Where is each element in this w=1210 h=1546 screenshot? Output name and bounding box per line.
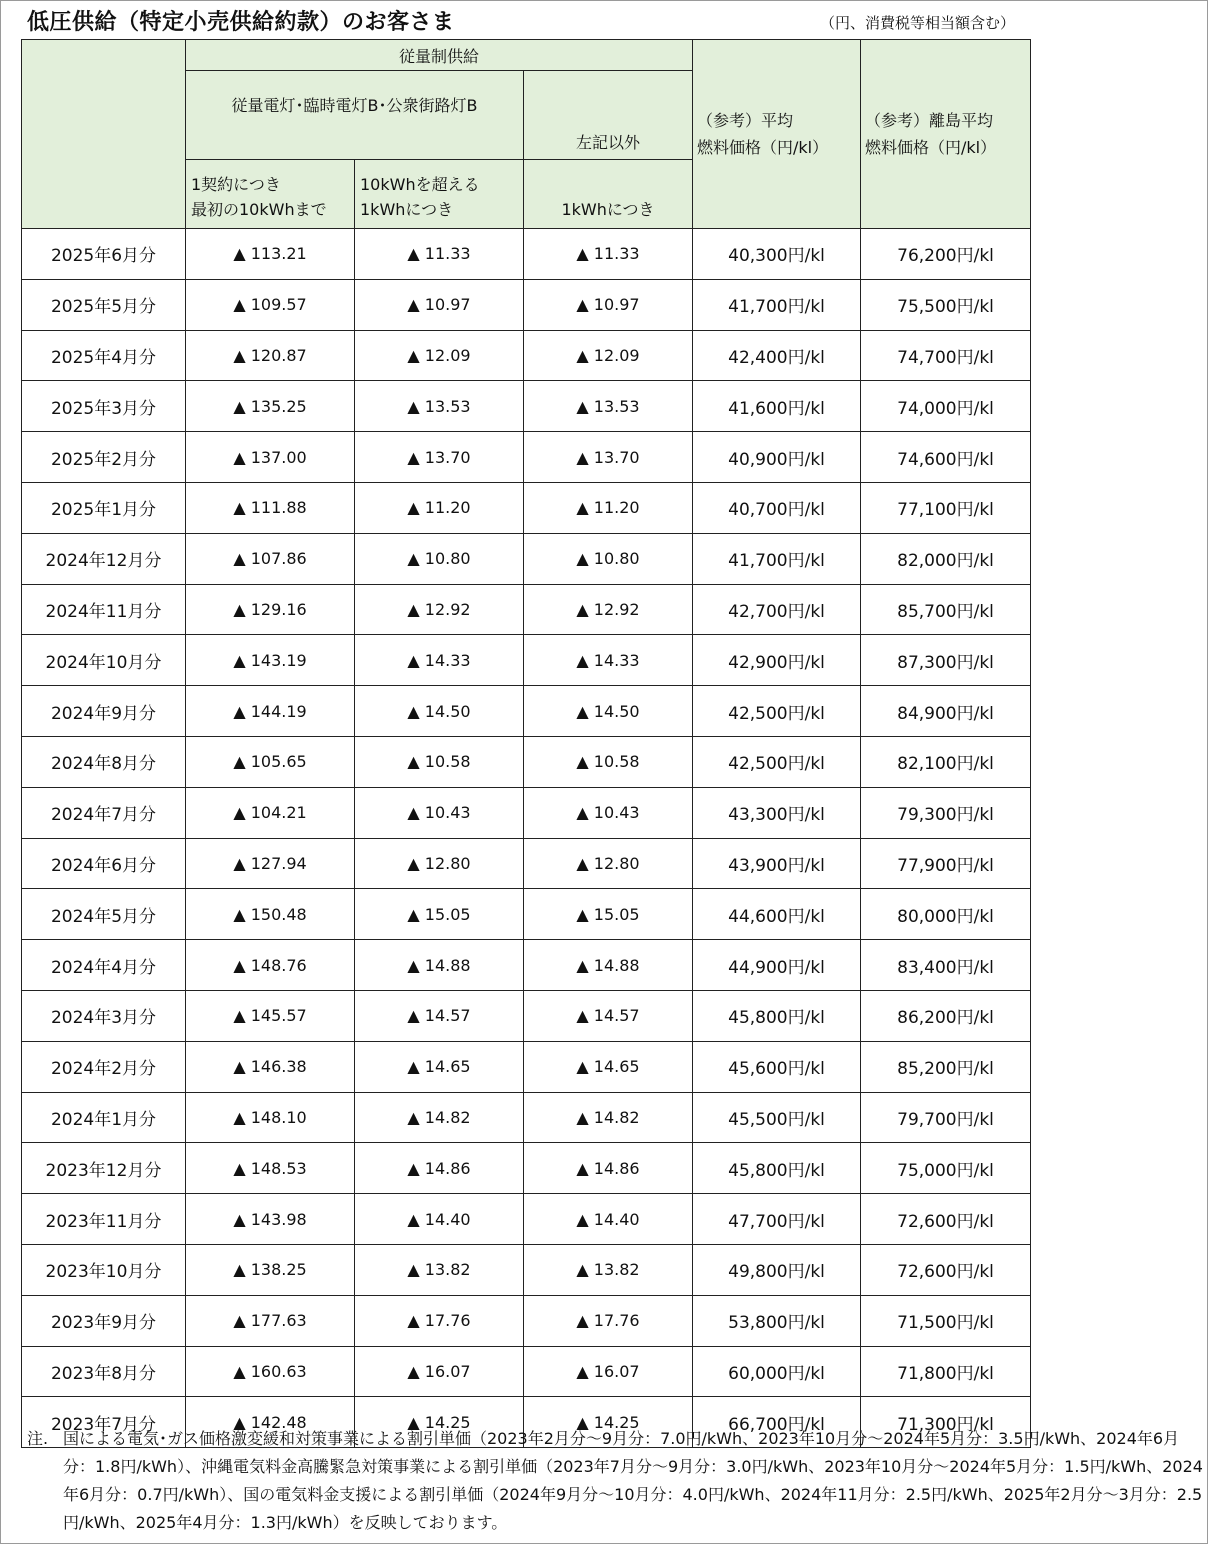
month-cell: 2024年6月分 — [22, 838, 186, 889]
table-row — [22, 482, 1031, 533]
other-per-kwh-cell: ▲ 14.33 — [524, 635, 693, 686]
other-per-kwh-cell: ▲ 12.80 — [524, 838, 693, 889]
month-cell: 2024年10月分 — [22, 635, 186, 686]
island-fuel-cell: 82,100円/kl — [861, 736, 1031, 787]
other-per-kwh-cell: ▲ 13.53 — [524, 381, 693, 432]
other-per-kwh-cell: ▲ 10.58 — [524, 736, 693, 787]
table-row — [22, 1092, 1031, 1143]
avg-fuel-cell: 41,700円/kl — [693, 279, 861, 330]
over-10kwh-cell: ▲ 14.57 — [355, 990, 524, 1041]
first-10kwh-cell: ▲ 145.57 — [186, 990, 355, 1041]
month-cell: 2025年2月分 — [22, 432, 186, 483]
header-month-corner — [22, 40, 186, 229]
first-10kwh-cell: ▲ 142.48 — [186, 1397, 355, 1448]
island-fuel-cell: 76,200円/kl — [861, 229, 1031, 280]
first-10kwh-cell: ▲ 135.25 — [186, 381, 355, 432]
header-first-10kwh: 1契約につき 最初の10kWhまで — [186, 160, 355, 229]
header-group-lighting: 従量電灯･臨時電灯B･公衆街路灯B — [186, 71, 524, 160]
month-cell: 2025年5月分 — [22, 279, 186, 330]
month-cell: 2023年10月分 — [22, 1244, 186, 1295]
month-cell: 2024年11月分 — [22, 584, 186, 635]
month-cell: 2024年9月分 — [22, 686, 186, 737]
month-cell: 2024年12月分 — [22, 533, 186, 584]
other-per-kwh-cell: ▲ 12.09 — [524, 330, 693, 381]
first-10kwh-cell: ▲ 143.98 — [186, 1194, 355, 1245]
first-10kwh-cell: ▲ 146.38 — [186, 1041, 355, 1092]
avg-fuel-cell: 42,700円/kl — [693, 584, 861, 635]
avg-fuel-cell: 42,400円/kl — [693, 330, 861, 381]
avg-fuel-cell: 44,600円/kl — [693, 889, 861, 940]
avg-fuel-cell: 40,300円/kl — [693, 229, 861, 280]
other-per-kwh-cell: ▲ 11.33 — [524, 229, 693, 280]
avg-fuel-cell: 42,500円/kl — [693, 736, 861, 787]
other-per-kwh-cell: ▲ 17.76 — [524, 1295, 693, 1346]
over-10kwh-cell: ▲ 11.33 — [355, 229, 524, 280]
island-fuel-cell: 82,000円/kl — [861, 533, 1031, 584]
over-10kwh-cell: ▲ 13.82 — [355, 1244, 524, 1295]
first-10kwh-cell: ▲ 144.19 — [186, 686, 355, 737]
month-cell: 2024年4月分 — [22, 940, 186, 991]
footnote — [27, 1425, 1207, 1537]
month-cell: 2023年11月分 — [22, 1194, 186, 1245]
first-10kwh-cell: ▲ 111.88 — [186, 482, 355, 533]
header-ref-island-fuel: （参考）離島平均 燃料価格（円/kl） — [861, 40, 1031, 229]
month-cell: 2023年8月分 — [22, 1346, 186, 1397]
island-fuel-cell: 87,300円/kl — [861, 635, 1031, 686]
island-fuel-cell: 74,700円/kl — [861, 330, 1031, 381]
over-10kwh-cell: ▲ 13.70 — [355, 432, 524, 483]
avg-fuel-cell: 44,900円/kl — [693, 940, 861, 991]
over-10kwh-cell: ▲ 17.76 — [355, 1295, 524, 1346]
over-10kwh-cell: ▲ 14.86 — [355, 1143, 524, 1194]
other-per-kwh-cell: ▲ 14.88 — [524, 940, 693, 991]
table-row — [22, 889, 1031, 940]
month-cell: 2024年3月分 — [22, 990, 186, 1041]
unit-note: （円、消費税等相当額含む） — [819, 14, 1015, 32]
other-per-kwh-cell: ▲ 14.65 — [524, 1041, 693, 1092]
other-per-kwh-cell: ▲ 10.97 — [524, 279, 693, 330]
month-cell: 2024年5月分 — [22, 889, 186, 940]
table-row — [22, 1295, 1031, 1346]
month-cell: 2023年7月分 — [22, 1397, 186, 1448]
over-10kwh-cell: ▲ 16.07 — [355, 1346, 524, 1397]
table-row — [22, 1194, 1031, 1245]
first-10kwh-cell: ▲ 113.21 — [186, 229, 355, 280]
over-10kwh-cell: ▲ 13.53 — [355, 381, 524, 432]
table-row — [22, 279, 1031, 330]
first-10kwh-cell: ▲ 104.21 — [186, 787, 355, 838]
over-10kwh-cell: ▲ 14.33 — [355, 635, 524, 686]
month-cell: 2025年1月分 — [22, 482, 186, 533]
first-10kwh-cell: ▲ 150.48 — [186, 889, 355, 940]
other-per-kwh-cell: ▲ 12.92 — [524, 584, 693, 635]
island-fuel-cell: 83,400円/kl — [861, 940, 1031, 991]
island-fuel-cell: 75,000円/kl — [861, 1143, 1031, 1194]
first-10kwh-cell: ▲ 177.63 — [186, 1295, 355, 1346]
table-row — [22, 1143, 1031, 1194]
other-per-kwh-cell: ▲ 11.20 — [524, 482, 693, 533]
table-row — [22, 635, 1031, 686]
over-10kwh-cell: ▲ 14.40 — [355, 1194, 524, 1245]
avg-fuel-cell: 43,900円/kl — [693, 838, 861, 889]
table-row — [22, 736, 1031, 787]
avg-fuel-cell: 49,800円/kl — [693, 1244, 861, 1295]
island-fuel-cell: 74,600円/kl — [861, 432, 1031, 483]
over-10kwh-cell: ▲ 14.82 — [355, 1092, 524, 1143]
avg-fuel-cell: 47,700円/kl — [693, 1194, 861, 1245]
over-10kwh-cell: ▲ 10.80 — [355, 533, 524, 584]
avg-fuel-cell: 41,600円/kl — [693, 381, 861, 432]
table-row — [22, 584, 1031, 635]
footnote-label: 注. — [27, 1429, 49, 1448]
month-cell: 2023年9月分 — [22, 1295, 186, 1346]
table-row — [22, 838, 1031, 889]
avg-fuel-cell: 45,500円/kl — [693, 1092, 861, 1143]
over-10kwh-cell: ▲ 10.97 — [355, 279, 524, 330]
over-10kwh-cell: ▲ 14.25 — [355, 1397, 524, 1448]
over-10kwh-cell: ▲ 14.50 — [355, 686, 524, 737]
table-row — [22, 686, 1031, 737]
other-per-kwh-cell: ▲ 10.43 — [524, 787, 693, 838]
over-10kwh-cell: ▲ 12.80 — [355, 838, 524, 889]
month-cell: 2024年2月分 — [22, 1041, 186, 1092]
first-10kwh-cell: ▲ 138.25 — [186, 1244, 355, 1295]
island-fuel-cell: 85,200円/kl — [861, 1041, 1031, 1092]
avg-fuel-cell: 41,700円/kl — [693, 533, 861, 584]
month-cell: 2025年3月分 — [22, 381, 186, 432]
island-fuel-cell: 77,900円/kl — [861, 838, 1031, 889]
first-10kwh-cell: ▲ 129.16 — [186, 584, 355, 635]
page-title: 低圧供給（特定小売供給約款）のお客さま — [27, 10, 455, 35]
first-10kwh-cell: ▲ 105.65 — [186, 736, 355, 787]
table-row — [22, 1244, 1031, 1295]
month-cell: 2024年8月分 — [22, 736, 186, 787]
avg-fuel-cell: 40,900円/kl — [693, 432, 861, 483]
avg-fuel-cell: 66,700円/kl — [693, 1397, 861, 1448]
island-fuel-cell: 75,500円/kl — [861, 279, 1031, 330]
month-cell: 2023年12月分 — [22, 1143, 186, 1194]
table-row — [22, 1041, 1031, 1092]
table-row — [22, 229, 1031, 280]
first-10kwh-cell: ▲ 107.86 — [186, 533, 355, 584]
other-per-kwh-cell: ▲ 14.86 — [524, 1143, 693, 1194]
avg-fuel-cell: 45,800円/kl — [693, 990, 861, 1041]
avg-fuel-cell: 45,800円/kl — [693, 1143, 861, 1194]
over-10kwh-cell: ▲ 12.92 — [355, 584, 524, 635]
table-row — [22, 1346, 1031, 1397]
avg-fuel-cell: 45,600円/kl — [693, 1041, 861, 1092]
over-10kwh-cell: ▲ 11.20 — [355, 482, 524, 533]
island-fuel-cell: 71,500円/kl — [861, 1295, 1031, 1346]
first-10kwh-cell: ▲ 148.76 — [186, 940, 355, 991]
table-row — [22, 533, 1031, 584]
first-10kwh-cell: ▲ 127.94 — [186, 838, 355, 889]
island-fuel-cell: 84,900円/kl — [861, 686, 1031, 737]
first-10kwh-cell: ▲ 148.10 — [186, 1092, 355, 1143]
island-fuel-cell: 86,200円/kl — [861, 990, 1031, 1041]
header-per-kwh: 1kWhにつき — [524, 160, 693, 229]
other-per-kwh-cell: ▲ 14.40 — [524, 1194, 693, 1245]
over-10kwh-cell: ▲ 14.65 — [355, 1041, 524, 1092]
table-row — [22, 990, 1031, 1041]
island-fuel-cell: 85,700円/kl — [861, 584, 1031, 635]
footnote-text: 国による電気･ガス価格激変緩和対策事業による割引単価（2023年2月分～9月分：7.0円/kWh、2023年10月分～2024年5月分：3.5円/kWh、2024年6月分：1.8円/kWh）、沖縄電気料金高騰緊急対策事業による割引単価（2023年7月分～9月分：3.0円/kWh、2023年10月分～2024年5月分：1.5円/kWh、2024年6月分：0.7円/kWh）、国の電気料金支援による割引単価（2024年9月分～10月分：4.0円/kWh、2024年11月分：2.5円/kWh、2025年2月分～3月分：2.5円/kWh、2025年4月分：1.3円/kWh）を反映しております。 — [63, 1429, 1203, 1532]
avg-fuel-cell: 42,500円/kl — [693, 686, 861, 737]
header-metered-supply: 従量制供給 — [186, 40, 693, 71]
first-10kwh-cell: ▲ 120.87 — [186, 330, 355, 381]
over-10kwh-cell: ▲ 10.58 — [355, 736, 524, 787]
table-row — [22, 381, 1031, 432]
avg-fuel-cell: 43,300円/kl — [693, 787, 861, 838]
table-row — [22, 787, 1031, 838]
other-per-kwh-cell: ▲ 10.80 — [524, 533, 693, 584]
island-fuel-cell: 72,600円/kl — [861, 1194, 1031, 1245]
other-per-kwh-cell: ▲ 14.82 — [524, 1092, 693, 1143]
first-10kwh-cell: ▲ 160.63 — [186, 1346, 355, 1397]
table-row — [22, 330, 1031, 381]
other-per-kwh-cell: ▲ 13.70 — [524, 432, 693, 483]
rate-table — [21, 39, 1031, 1448]
island-fuel-cell: 71,300円/kl — [861, 1397, 1031, 1448]
island-fuel-cell: 74,000円/kl — [861, 381, 1031, 432]
island-fuel-cell: 71,800円/kl — [861, 1346, 1031, 1397]
other-per-kwh-cell: ▲ 15.05 — [524, 889, 693, 940]
month-cell: 2024年7月分 — [22, 787, 186, 838]
table-body — [22, 229, 1031, 1448]
over-10kwh-cell: ▲ 14.88 — [355, 940, 524, 991]
other-per-kwh-cell: ▲ 14.25 — [524, 1397, 693, 1448]
table-row — [22, 940, 1031, 991]
island-fuel-cell: 79,300円/kl — [861, 787, 1031, 838]
island-fuel-cell: 79,700円/kl — [861, 1092, 1031, 1143]
avg-fuel-cell: 60,000円/kl — [693, 1346, 861, 1397]
month-cell: 2024年1月分 — [22, 1092, 186, 1143]
over-10kwh-cell: ▲ 12.09 — [355, 330, 524, 381]
first-10kwh-cell: ▲ 148.53 — [186, 1143, 355, 1194]
other-per-kwh-cell: ▲ 14.57 — [524, 990, 693, 1041]
month-cell: 2025年6月分 — [22, 229, 186, 280]
first-10kwh-cell: ▲ 109.57 — [186, 279, 355, 330]
header-over-10kwh: 10kWhを超える 1kWhにつき — [355, 160, 524, 229]
other-per-kwh-cell: ▲ 13.82 — [524, 1244, 693, 1295]
island-fuel-cell: 72,600円/kl — [861, 1244, 1031, 1295]
first-10kwh-cell: ▲ 143.19 — [186, 635, 355, 686]
avg-fuel-cell: 53,800円/kl — [693, 1295, 861, 1346]
avg-fuel-cell: 42,900円/kl — [693, 635, 861, 686]
island-fuel-cell: 77,100円/kl — [861, 482, 1031, 533]
header-group-other: 左記以外 — [524, 71, 693, 160]
header-ref-avg-fuel: （参考）平均 燃料価格（円/kl） — [693, 40, 861, 229]
table-row — [22, 432, 1031, 483]
other-per-kwh-cell: ▲ 16.07 — [524, 1346, 693, 1397]
avg-fuel-cell: 40,700円/kl — [693, 482, 861, 533]
over-10kwh-cell: ▲ 15.05 — [355, 889, 524, 940]
other-per-kwh-cell: ▲ 14.50 — [524, 686, 693, 737]
island-fuel-cell: 80,000円/kl — [861, 889, 1031, 940]
first-10kwh-cell: ▲ 137.00 — [186, 432, 355, 483]
over-10kwh-cell: ▲ 10.43 — [355, 787, 524, 838]
month-cell: 2025年4月分 — [22, 330, 186, 381]
